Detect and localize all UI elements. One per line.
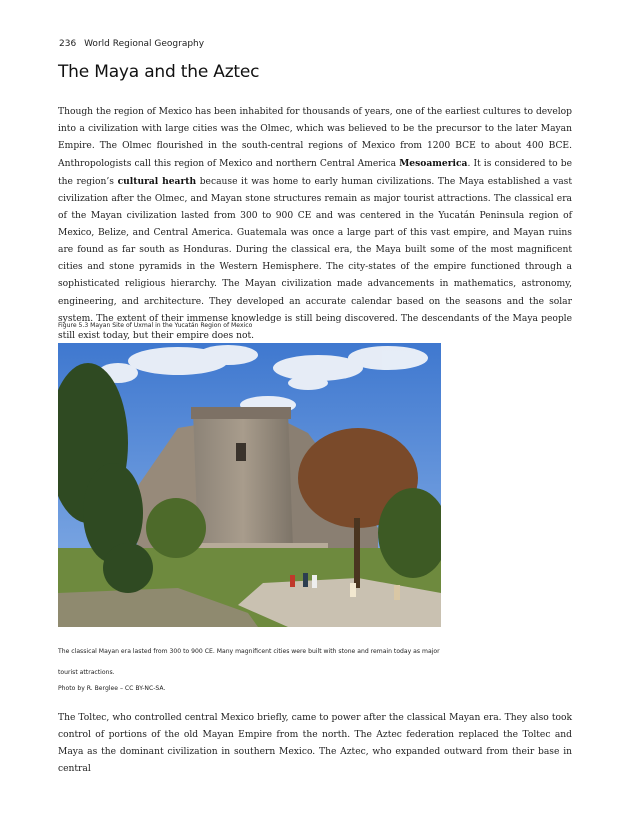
figure-label: Figure 5.3 Mayan Site of Uxmal in the Yucatán Region of Mexico [58,322,253,329]
page-number: 236 [59,39,77,49]
key-term-mesoamerica: Mesoamerica [399,158,468,170]
body-paragraph-2: The Toltec, who controlled central Mexico briefly, came to power after the classical Mayan era. They also took control of portions of the old Mayan Empire from the north. The Aztec federation replaced the Toltec and Maya as the dominant civilization in southern Mexico. The Aztec, who expanded outward from their base in central [58,713,572,775]
temple-top [191,407,291,419]
figure-caption: The classical Mayan era lasted from 300 to 900 CE. Many magnificent cities were built with stone and remain today as major tourist attractions. [58,648,440,676]
body-paragraph-1 [58,104,572,345]
running-header [59,39,204,49]
paragraph-text: because it was home to early human civilizations. The Maya established a vast civilization after the Olmec, and Mayan stone structures remain as major tourist attractions. The classical era of the Mayan civilization lasted from 300 to 900 CE and was centered in the Yucatán Peninsula region of Mexico, Belize, and Central America. Guatemala was once a large part of this vast empire, and Mayan ruins are found as far south as Honduras. During the classical era, the Maya built some of the most magnificent cities and stone pyramids in the Western Hemisphere. The city-states of the empire functioned through a sophisticated religious hierarchy. The Mayan civilization made advancements in mathematics, astronomy, engineering, and architecture. They developed an accurate calendar based on the seasons and the solar system. The extent of their immense knowledge is still being discovered. The descendants of the Maya people still exist today, but their empire does not. [58,177,572,341]
pyramid-front [193,411,293,548]
section-title: The Maya and the Aztec [58,62,260,82]
paragraph-text: Though the region of Mexico has been inhabited for thousands of years, one of the earliest cultures to develop into a civilization with large cities was the Olmec, which was believed to be the precursor to the later Mayan Empire. The Olmec flourished in the south-central regions of Mexico from 1200 BCE to about 400 BCE. Anthropologists call this region of Mexico and northern Central America [58,107,572,170]
tree-trunk [354,518,360,588]
photo-illustration [58,343,441,627]
photo-credit: Photo by R. Berglee – CC BY-NC-SA. [58,685,166,692]
temple-door [236,443,246,461]
book-title: World Regional Geography [84,39,205,49]
key-term-cultural-hearth: cultural hearth [117,176,197,188]
tree-middle [146,498,206,558]
figure-photo-uxmal-pyramid [58,343,441,627]
paragraph-text: . It is considered to be the region’s [58,159,572,188]
